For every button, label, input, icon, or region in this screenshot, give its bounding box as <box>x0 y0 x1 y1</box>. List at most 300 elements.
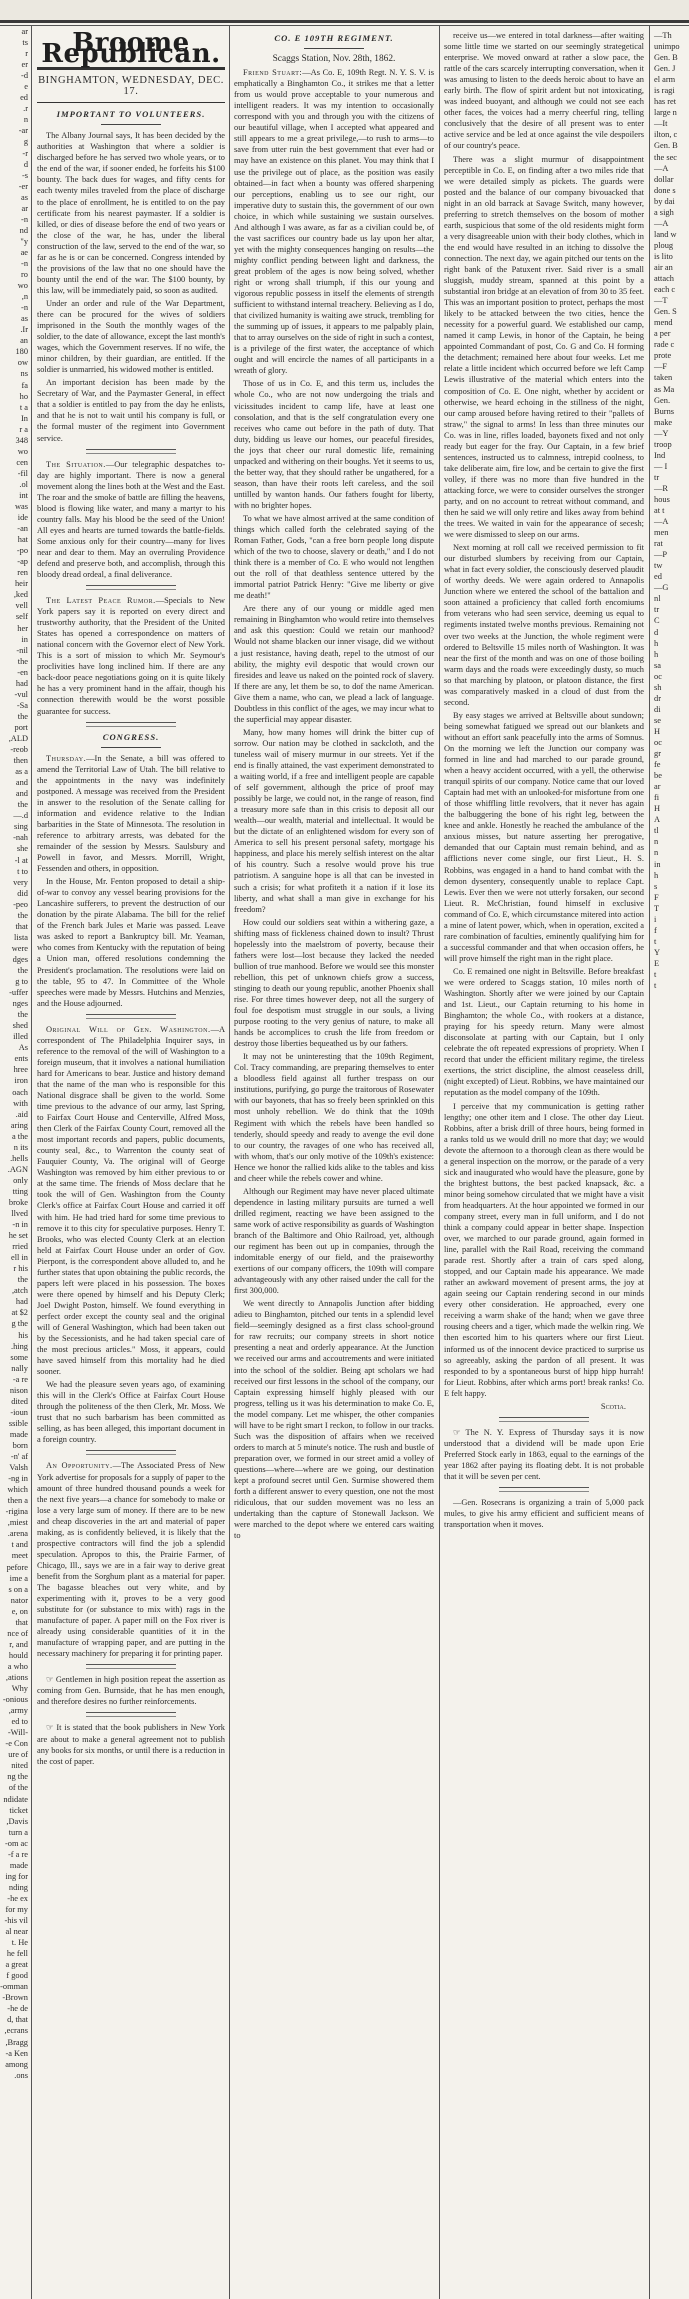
headline-divider <box>101 747 161 748</box>
text-fragment: se <box>654 715 661 725</box>
letter-body <box>234 67 434 1541</box>
text-fragment: uffer- <box>9 988 28 998</box>
text-fragment: —Y <box>654 428 669 438</box>
section-separator <box>499 1487 589 1492</box>
text-fragment: nator <box>10 1595 28 1605</box>
article-paragraph <box>37 876 225 1009</box>
paragraph-text: Under an order and rule of the War Department, there can be procured for the wives of soldiers imprisoned in the South the monthly wages of the soldier, to the date of allowance, except the last month's wages, which the Government reserves. If no wife, the minor children, by their guardian, are entitled. If the soldier is unmarried, his widowed mother is entitled. <box>37 298 225 375</box>
text-fragment: her <box>17 623 28 633</box>
text-fragment: ed to <box>11 1717 28 1727</box>
text-fragment: the sec <box>654 152 678 162</box>
text-fragment: r <box>25 49 28 59</box>
text-fragment: hing. <box>11 1341 28 1351</box>
text-fragment: at t <box>654 506 665 516</box>
text-fragment: dited <box>11 1396 28 1406</box>
text-fragment: pefore <box>6 1562 28 1572</box>
text-fragment: tl <box>654 826 659 836</box>
text-fragment: the <box>17 1010 28 1020</box>
text-fragment: by dai <box>654 196 675 206</box>
text-fragment: om ac- <box>4 1838 28 1848</box>
section-separator <box>86 1450 176 1455</box>
text-fragment: unimpo <box>654 42 680 52</box>
text-fragment: oach <box>12 1087 28 1097</box>
text-fragment: he ex- <box>7 1893 28 1903</box>
text-fragment: h <box>654 870 659 880</box>
text-fragment: as Ma <box>654 384 675 394</box>
text-fragment: the <box>17 965 28 975</box>
text-fragment: ked, <box>13 590 28 600</box>
letter-paragraph <box>234 378 434 511</box>
text-fragment: d <box>23 159 28 169</box>
text-fragment: ow <box>17 358 28 368</box>
text-fragment: hould <box>8 1650 28 1660</box>
text-fragment: t and <box>11 1540 28 1550</box>
text-fragment: ed <box>654 572 662 582</box>
section-separator <box>86 1712 176 1717</box>
article-paragraph <box>37 1722 225 1766</box>
text-fragment: the <box>17 711 28 721</box>
text-fragment: in <box>654 859 661 869</box>
text-fragment: er- <box>18 181 28 191</box>
text-fragment: C <box>654 616 660 626</box>
letter-continuation <box>444 30 644 1399</box>
text-fragment: Bragg, <box>5 2037 28 2047</box>
text-fragment: ations, <box>5 1672 28 1682</box>
text-fragment: army, <box>8 1706 28 1716</box>
article-lead: The Situation. <box>46 459 106 469</box>
text-fragment: ndidate <box>3 1794 28 1804</box>
text-fragment: —T <box>654 296 668 306</box>
text-fragment: rried <box>12 1242 28 1252</box>
text-fragment: n <box>23 115 28 125</box>
letter-signature: Scotia. <box>600 1401 626 1411</box>
letter-paragraph: Next morning at roll call we received permission to fit our disturbed slumbers by receiving from our Captain, what in fact every soldier, the consciously deserved plaudit of worthy deeds. We were again ordered to Annapolis Junction where we entered the school of the battalion and soon attained a proficiency that called forth encomiums from veterans who had seen service, deeming us equal to regiments instated twelve months previous. Remaining not over two weeks at the Junction, the whole regiment were ordered to Beltsville 15 miles north of Washington. It was near the first of the month and was on one of those boiling warm days and the roads were exceedingly dusty, so much so that marching by platoon, or platoon distance, the first was comparatively masked in a cloud of dust from the second. <box>444 543 644 707</box>
text-fragment: nd <box>19 225 28 235</box>
text-fragment: dollar <box>654 174 674 184</box>
text-fragment: for my <box>5 1904 28 1914</box>
paragraph-text: How could our soldiers seat within a withering gaze, a shifting mass of fickleness chained down to insult? Thrust hopelessly into the maelstrom of poverty, because their fathers were lost—lost because they lacked the needed bullion of true manhood. Before we would see this monster rebellion, this pet of unknown chiefs grow a success, stinging to death our young republic, another Phoenix shall rise. For three times however deep, not all the surgery of foul foe despotism must struggle in our souls, a living purpose rooting to the very genius of nature, to make all hands be accomplices to crush the life from freedom or destroy those liberties bequeathed us by our fathers. <box>234 917 434 1049</box>
text-fragment: As <box>18 1043 28 1053</box>
text-fragment: ime a <box>9 1573 28 1583</box>
letter-paragraph: I perceive that my communication is getting rather lengthy; one other item and I close. The other day Lieut. Robbins, after a brisk drill of three hours, being formed in a ranks told us we would drill no more that day; we would devote the afternoon to a thorough clean as there would be a general inspection on the morrow, or the parade of a very sick and inaugurated who would have the pleasure, gone by the brightest buttons, the best packed knapsack, &c. a minor being somehow circulated that we might have a visit from headquarters. At the hour appointed we formed in our company street, every man in full uniform, and I do not think a company could appear in better shape. Inspection over, we marched to our parade ground, again formed in line, parallel with the Rail Road, receiving the command parade rest. Shortly after a train of cars sped along, stopped, and our Captain made his appearance. We made rather an awkward movement of present arms, the joy at again seeing our Captain rendering second in our minds every other consideration. He approached, every one receiving a warm shake of the hand; when we gave three rousing cheers and a tiger, which made the welkin ring. We then escorted him to his quarters where our first Lieut. informed us of the innocent device practiced to surprise us so agreeably, asking the pardon of all present. It was responded to by a spontaneous burst of hipp hipp hurrah! for Lieut. Robbins, after which arms port! break ranks! Co. E felt happy. <box>444 1101 645 1398</box>
section-separator <box>86 1014 176 1019</box>
text-fragment: a who <box>7 1661 28 1671</box>
text-fragment: hous <box>654 494 670 504</box>
text-fragment: -Will- <box>7 1728 28 1738</box>
text-fragment: n- <box>21 303 28 313</box>
text-fragment: was <box>14 502 28 512</box>
text-fragment: ro <box>21 270 28 280</box>
text-fragment: with <box>13 1098 28 1108</box>
text-fragment: Burns <box>654 406 675 416</box>
paragraph-text: In the House, Mr. Fenton proposed to detail a ship-of-war to convoy any vessel bearing provisions for the Lancashire sufferers, to prevent the destruction of our donation by the pirate Alabama. The bill for the relief of the French bark Jules et Marie was passed. Leave was asked to report a Bankruptcy bill. Mr. Yeaman, who comes from Kentucky with the reputation of being a Union man, offered resolutions condemning the President's proclamation. The resolutions were laid on the table, 95 to 47. In Committee of the Whole speeches were made by Messrs. Hutchins and Menzies, and the House adjourned. <box>37 877 225 1008</box>
text-fragment: made <box>9 1860 28 1870</box>
text-fragment: f good <box>6 1971 28 1981</box>
paragraph-text: —Specials to New York papers say it is reported on every direct and trustworthy authority, that the President of the United States has opened a correspondence on matters of national concern with the Governor elect of New York. This is a sort of mission to which Mr. Seymour's proclivities have long inclined him. If there are any back-door peace negotiations going on it is quite likely he has a very prominent hand in the affair, though his connection therewith would be the worst possible guarantee for success. <box>37 596 225 716</box>
text-fragment: po- <box>16 546 28 556</box>
text-fragment: each c <box>654 285 676 295</box>
text-fragment: d- <box>21 71 28 81</box>
article-paragraph <box>37 753 225 875</box>
text-fragment: Gen. S <box>654 307 677 317</box>
dateline: BINGHAMTON, WEDNESDAY, DEC. 17. <box>37 68 225 103</box>
text-fragment: oc <box>654 738 662 747</box>
text-fragment: ho <box>19 391 28 401</box>
text-fragment: t a <box>19 402 28 412</box>
text-fragment: H <box>654 726 661 736</box>
text-fragment: h <box>654 649 659 659</box>
text-fragment: H <box>654 804 661 814</box>
text-fragment: ol. <box>19 479 28 489</box>
text-fragment: a per <box>654 329 671 339</box>
text-fragment: E <box>654 958 660 968</box>
text-fragment: n its <box>13 1142 28 1152</box>
text-fragment: —A <box>654 163 669 173</box>
text-fragment: d <box>654 627 659 637</box>
text-fragment: broke <box>8 1197 28 1207</box>
text-fragment: n- <box>21 258 28 268</box>
article-paragraph <box>37 298 225 375</box>
text-fragment: i <box>654 914 657 924</box>
news-item: —Gen. Rosecrans is organizing a train of 5,000 pack mules, to give his army efficient and sufficient means of transportation when it moves. <box>444 1498 644 1530</box>
text-fragment: Gen. B <box>654 53 678 63</box>
text-fragment: t <box>654 969 657 979</box>
text-fragment: self <box>15 612 28 622</box>
text-fragment: air an <box>654 262 673 272</box>
article-headline: CONGRESS. <box>102 731 160 742</box>
text-fragment: Why <box>11 1684 28 1694</box>
text-fragment: f <box>654 925 657 935</box>
text-fragment: had <box>15 1297 28 1307</box>
text-fragment: his <box>18 1330 28 1340</box>
letter-paragraph <box>234 513 434 601</box>
text-fragment: he set <box>8 1231 28 1241</box>
letter-paragraph: Co. E remained one night in Beltsville. Before breakfast we were ordered to Scaggs station, 10 miles north of Washington. Shortly after we were joined by our Captain and 1st. Lieut., our Captain returning to his home in Binghamton; the whole Co., with rookers at a distance, praying for his speedy return. Many were almost disconsolate at parting with our Captain, but I only celebrate the oft repeated expressions of propriety. When I record that under the efficient military regime, the tireless exertions, the strict discipline, the almost ceaseless drill, (night excepted) of Lieut. Robbins, we have maintained our reputation as the model company of the 109th. <box>444 966 645 1098</box>
text-fragment: and <box>15 789 28 799</box>
letter-paragraph <box>234 1186 434 1296</box>
text-fragment: nl <box>654 594 661 604</box>
text-fragment: aid. <box>15 1109 28 1119</box>
text-fragment: dr <box>654 693 661 703</box>
text-fragment: Brown- <box>2 1993 28 2003</box>
text-fragment: el arm <box>654 75 676 85</box>
text-fragment: made <box>9 1429 28 1439</box>
text-fragment: In <box>21 413 28 423</box>
text-fragment: —R <box>654 483 668 493</box>
section-separator <box>499 1417 589 1422</box>
paragraph-text: —As Co. E, 109th Regt. N. Y. S. V. is emphatically a Binghamton Co., it strikes me that a letter from us would prove acceptable to your numerous and intelligent readers. It was my intention to occasionally correspond with you and through you with the citizens of our beautiful village, when I accepted what appeared and still appears to me a great privilege,—to rush to arms—to save from utter ruin the best government that ever had or may have an existence on this planet. You may think that I use the privilege out of place, as the position was easily obtained—in fact when a bounty was offered sharpening our perceptions, enabling us to see our right, our imperative duty to sustain this, the government of our own choice, in which while sustaining we sustain ourselves. And although I was aware, as far as a civilian could be, of the vast sacrifices our country bade us lay upon her altar, yet with the mighty consequences hanging on results—the mighty conflict pending between light and darkness, the great problem of the ages is now being solved, whether right or wrong shall triumph, if this our young and vigorous republic possess in itself the elements of strength sufficient to withstand internal treachery. Believing as I do, that civilized humanity is waiting awe struck, trembling for the summing up of issues, it appears to me palpably plain, that to array ourselves on the side of right in such a contest, is a privilege of the first water, the acceptance of which ought and will encircle the names of all participants in a wreath of glory. <box>234 68 434 376</box>
text-fragment: 180 <box>15 347 28 357</box>
text-fragment: an <box>20 336 28 346</box>
text-fragment: ploug <box>654 240 674 250</box>
article-headline: CO. E 109TH REGIMENT. <box>274 33 394 43</box>
text-fragment: nil- <box>16 645 28 655</box>
text-fragment: ts <box>22 38 28 48</box>
paragraph-text: —The Associated Press of New York advertise for proposals for a supply of paper to the amount of three hundred thousand pounds a week for the next five years—a chance for somebody to make or lose a very large sum of money. If there are to be new and cheap discoveries in the art and material of paper making, as is confidently believed, it is likely that the prospective contractors will find the job a splendid speculation. Apropos to this, the Prairie Farmer, of Chicago, Ill., says we are in a fair way to derive great benefit from the Sorghum plant as a material for paper. The bagasse bleaches out very white, and by experimenting with it, proves to be a very good substitute for (or substance to mix with) rags in the manufacture of paper. A paper mill on the Fox river is already using considerable quantities of it in the manufacture of wrapping paper, and are putting in the necessary machinery for preparing it for printing paper. <box>37 1461 226 1659</box>
text-fragment: a Ken- <box>5 2048 28 2058</box>
text-fragment: ilton, c <box>654 130 678 140</box>
text-fragment: port <box>14 722 28 732</box>
text-fragment: tw <box>654 561 663 571</box>
text-fragment: has ret <box>654 97 677 107</box>
text-fragment: the <box>17 1275 28 1285</box>
text-fragment: ar- <box>18 126 28 136</box>
text-fragment: t <box>654 981 657 991</box>
letter-paragraph <box>234 917 434 1050</box>
text-fragment: ng the <box>7 1772 28 1782</box>
text-fragment: d.— <box>13 811 28 821</box>
text-fragment: ALD, <box>8 734 28 743</box>
text-fragment: fe <box>654 760 661 770</box>
letter-paragraph <box>234 67 434 376</box>
text-fragment: h <box>654 638 659 648</box>
column-2 <box>231 26 437 2299</box>
text-fragment: heir <box>14 579 28 589</box>
text-fragment: onious- <box>2 1695 28 1705</box>
text-fragment: llved <box>11 1209 28 1219</box>
text-fragment: Ind <box>654 450 666 460</box>
text-fragment: r. <box>23 104 28 114</box>
text-fragment: attach <box>654 274 674 284</box>
text-fragment: a re- <box>12 1374 28 1384</box>
text-fragment: shed <box>12 1021 28 1031</box>
text-fragment: ng in- <box>8 1474 28 1484</box>
text-fragment: turn a <box>8 1827 28 1837</box>
text-fragment: taken <box>654 373 673 383</box>
text-fragment: sa <box>654 660 661 670</box>
text-fragment: T <box>654 903 660 913</box>
text-fragment: ing for <box>5 1871 28 1881</box>
text-fragment: a sigh <box>654 207 674 217</box>
text-fragment: r a <box>19 424 28 434</box>
text-fragment: en- <box>17 667 28 677</box>
article-lead: The Latest Peace Rumor. <box>46 596 156 606</box>
text-fragment: ecrans, <box>4 2026 28 2036</box>
text-fragment: Ir. <box>20 325 28 335</box>
paragraph-text: Those of us in Co. E, and this term us, includes the whole Co., who are not now undergoing the trials and vicissitudes incident to camp life, have at least one consolation, and that is the self congratulation every one receives who came out before in the path of duty. That duty, bidding us leave our homes, our peaceful firesides, the joys that cheer our rural domestic life, remaining unpacked and withering on their boughs. Yet it seems to us, the better way, that they should rather be ungathered, for a season, than have their roots left careless, and the soil untilled by wanton hands. Our fathers fought for liberty, with no brighter hopes. <box>234 379 434 510</box>
text-fragment: land w <box>654 229 677 239</box>
text-fragment: f a re- <box>8 1849 28 1859</box>
text-fragment: n- <box>21 214 28 224</box>
text-fragment: meet <box>11 1551 28 1561</box>
paragraph-text: We had the pleasure seven years ago, of examining this will in the Clerk's Office at Fairfax Court House through the politeness of the then Clerk, Mr. Moss. We trust that no such barbarism has been committed as selling, as has been alleged, this important document in a foreign country. <box>37 1380 225 1445</box>
text-fragment: n' af- <box>10 1452 28 1462</box>
text-fragment: ed <box>20 93 28 103</box>
text-fragment: sh <box>654 682 662 692</box>
text-fragment: then <box>13 756 28 766</box>
text-fragment: fil- <box>17 468 28 478</box>
text-fragment: hat <box>17 535 28 545</box>
text-fragment: Sa- <box>16 700 28 710</box>
text-fragment: Gen. J <box>654 64 676 74</box>
text-fragment: which <box>7 1485 28 1495</box>
text-fragment: reob- <box>10 745 28 755</box>
masthead-title: Broome Republican. <box>41 28 221 70</box>
paragraph-text: An important decision has been made by the Secretary of War, and the Paymaster General, in effect that a soldier is entitled to pay from the day he enlists, and that he is not to wait until his company is full, or the formal muster of the regiment into Government service. <box>37 378 225 443</box>
text-fragment: ap- <box>17 557 28 567</box>
text-fragment: at $2 <box>11 1308 28 1318</box>
paragraph-text: We went directly to Annapolis Junction after bidding adieu to Binghamton, pitched our tents in a splendid level field—seemingly designed as a first class school-ground for raw recruits; our company streets in short notice presenting a neat and orderly appearance. At the Junction we received our arms and accoutrements and were initiated into the school of the soldier. Being apt scholars we had received our first lessons in the school of the company, our Captain expressing himself highly pleased with our progress, telling us it was his determination to make Co. E, the model company. Let me whisper, the other companies will have to be right smart I reckon, to follow in our tracks. Such was the disposition of affairs when we received orders to march at 5 minute's notice. The rush and bustle of preparation over, we formed in our street amid a volley of questions—where—where are we going, our destination kept a profound secret until Gen. Surmise showered them forth a different answer to every question, one not the most ridiculous, that our sudden movement was no less an undertaking than the capture of Stonewall Jackson. We were marched to the depot where we entered cars waiting to <box>234 1299 434 1541</box>
section-separator <box>86 722 176 727</box>
text-fragment: t. He <box>11 1938 28 1948</box>
text-fragment: —A <box>654 517 669 527</box>
text-fragment: AGN. <box>7 1164 28 1174</box>
text-fragment: dges <box>12 954 28 964</box>
text-fragment: tr <box>654 605 660 615</box>
text-fragment: e Con- <box>5 1739 28 1749</box>
text-fragment: very <box>13 877 28 887</box>
text-fragment: n in- <box>12 1220 28 1230</box>
section-separator <box>86 585 176 590</box>
text-fragment: Gen. <box>654 395 671 405</box>
text-fragment: the <box>17 800 28 810</box>
column-rule <box>31 26 32 2299</box>
left-partial-column <box>0 26 30 2299</box>
text-fragment: r- <box>22 148 28 158</box>
text-fragment: Davis, <box>6 1816 28 1826</box>
text-fragment: is ragi <box>654 86 675 96</box>
paragraph-text: It may not be uninteresting that the 109th Regiment, Col. Tracy commanding, are preparing themselves to enter a bloodless field against all further trespass on our institutions, purifying, go purge the traitorous of Rosewater with our bayonets, that has so freely been sprinkled on this most unholy rebellion. We do think that the 109th Regiment with which the rebels have been handled so tenderly, should speedy and ready to avenge the evil done to our country, the ravages of one who has received all, with whom, that's our only motive of the 109th's existence: Hence we honor the rallied kids alike to the tables and kiss and cheer while the rebels cower and whine. <box>234 1052 434 1183</box>
text-fragment: a the <box>11 1131 28 1141</box>
text-fragment: as <box>21 314 28 324</box>
text-fragment: nding <box>8 1882 28 1892</box>
article-lead: An Opportunity. <box>46 1461 113 1471</box>
article-headline: IMPORTANT TO VOLUNTEERS. <box>56 109 206 120</box>
text-fragment: — I <box>654 461 668 471</box>
text-fragment: int <box>19 490 28 500</box>
text-fragment: she <box>16 844 28 854</box>
text-fragment: is lito <box>654 251 673 261</box>
text-fragment: aring <box>10 1120 28 1130</box>
headline-divider <box>101 124 161 125</box>
text-fragment: his vil- <box>4 1916 28 1926</box>
text-fragment: 348 <box>15 435 28 445</box>
text-fragment: wo <box>17 281 28 291</box>
text-fragment: ell in <box>11 1253 28 1263</box>
text-fragment: an- <box>17 524 28 534</box>
text-fragment: born <box>12 1441 28 1450</box>
column-rule <box>649 26 650 2299</box>
article-paragraph <box>37 1379 225 1445</box>
text-fragment: were <box>11 943 28 953</box>
text-fragment: s on a <box>8 1584 28 1594</box>
text-fragment: that <box>15 1617 28 1627</box>
paragraph-text: —A correspondent of The Philadelphia Inquirer says, in reference to the removal of the will of Washington to a foreign museum, that it involves a national humiliation hard for Americans to bear. Justice and history demand that the name of the man who is responsible for this National disgrace shall be given to the world. Some time previous to the advance of our army, last Spring, to Fairfax Court House and Centerville, Alfred Moss, then Clerk of the Fairfax County Court, removed all the most important records and papers, public documents, county seal, &c., to Warrenton the county seat of Fauquier County, Va. The original will of George Washington was removed by him either previous to or at the same time. The friends of Moss declare that he took the will of Gen. Washington from the County Clerk's office at Fairfax Court House and carried it off with him. He had tried hard for some time previous to remove it to this city for speculative purposes. Henry T. Brooks, who was elected County Clerk at an election held at Fairfax Court House under an order of Gov. Pierpont, is the correspondent above alluded to, and he further states that upon obtaining the public records, the papers left were placed in his possession. The boxes were there opened by himself and his Deputy Clerk; Joel Dwight Poston, himself. We found everything in perfect order except the county seal and the original will of General Washington, which had been taken out by the Secessionists, and he had taken special care of the most precious articles." Moss, it appears, could have saved himself from this mortality had he died sooner. <box>37 1024 225 1377</box>
text-fragment: rade c <box>654 340 675 350</box>
text-fragment: n, <box>21 292 28 302</box>
text-fragment: r his <box>13 1264 28 1274</box>
text-fragment: rat <box>654 539 663 549</box>
text-fragment: A <box>654 815 661 825</box>
text-fragment: t to <box>17 866 28 876</box>
text-fragment: in <box>21 634 28 644</box>
text-fragment: the <box>17 910 28 920</box>
text-fragment: n <box>654 848 659 858</box>
article-paragraph <box>37 377 225 443</box>
headline-divider <box>304 48 364 49</box>
text-fragment: Gen. B <box>654 141 678 151</box>
text-fragment: hree <box>13 1065 28 1075</box>
text-fragment: tting <box>12 1186 28 1196</box>
text-fragment: miest, <box>7 1518 28 1528</box>
top-heavy-rule <box>0 20 689 23</box>
text-fragment: nison <box>9 1385 28 1395</box>
column-rule <box>439 26 440 2299</box>
text-fragment: er <box>21 60 28 70</box>
text-fragment: men <box>654 528 669 538</box>
text-fragment: ar <box>654 782 661 792</box>
text-fragment: ure of <box>8 1750 28 1760</box>
text-fragment: rigina- <box>5 1507 28 1517</box>
column-1-articles <box>37 109 225 1766</box>
text-fragment: y" <box>20 236 28 246</box>
text-fragment: only <box>13 1175 28 1185</box>
article-paragraph <box>37 1024 225 1378</box>
text-fragment: mend <box>654 318 673 328</box>
top-margin-band <box>0 0 689 22</box>
news-item: ☞ The N. Y. Express of Thursday says it is now understood that a dividend will be made upon Erie Preferred Stock early in 1863, equal to the earnings of the year 1862 after paying its floating debt. It is not probable that it will be seven per cent. <box>444 1427 644 1481</box>
text-fragment: among <box>5 2059 28 2069</box>
letter-paragraph <box>234 727 434 915</box>
text-fragment: e <box>24 82 28 92</box>
text-fragment: oc <box>654 671 662 681</box>
text-fragment: ons. <box>14 2070 28 2080</box>
text-fragment: ar <box>21 27 28 36</box>
paragraph-text: Many, how many homes will drink the bitter cup of sorrow. Our nation may be clothed in sackcloth, and the tuneless wail of misery murmur in our streets. Yet if the end is finally attained, the vast experiment demonstrated to a waiting world, if a free and intelligent people are capable of self government, although the price of proof may possibly be large, we could not, in the range of reason, find a treasury more safe than in this crisis to deposit all our wealth—our wealth, material and intellectual. It would be but the dictate of an enlightened wisdom for every son of America to sell his present personal safety, mortgage his happiness, and place his merely selfish interest on the altar of his country. Such a resolve would prove his true patriotism. A sanguine hope is all that can be invested in such a crisis; for what profiteth it a nation if it lose its liberty, and what shall a man give in exchange for his freedom? <box>234 727 434 914</box>
text-fragment: large n <box>654 108 677 118</box>
text-fragment: had <box>15 678 28 688</box>
text-fragment: ae <box>20 247 28 257</box>
paragraph-text: —In the Senate, a bill was offered to amend the Territorial Law of Utah. The bill relative to the appointments in the navy was indefinitely postponed. A message was received from the President in answer to the resolution of the Senate calling for information and evidence relative to the Indian barbarities in the State of Minnesota. The resolution in reference to arbitrary arrests, was debated for the remainder of the session by Messrs. Saulsbury and Powell in favor, and Messrs. Morrill, Wright, Fessenden and others, in opposition. <box>37 753 225 874</box>
text-fragment: d, that <box>7 2015 28 2025</box>
column-rule <box>229 26 230 2299</box>
text-fragment: nally <box>11 1363 28 1373</box>
text-fragment: di <box>654 704 661 714</box>
text-fragment: arena. <box>7 1529 28 1539</box>
text-fragment: s- <box>21 170 28 180</box>
text-fragment: n <box>654 837 659 847</box>
text-fragment: s <box>654 881 658 891</box>
text-fragment: —P <box>654 550 668 560</box>
column-3 <box>441 26 647 2299</box>
text-fragment: as <box>21 192 28 202</box>
text-fragment: ioun- <box>10 1407 28 1417</box>
text-fragment: e, on <box>11 1606 28 1616</box>
letter-paragraph: By easy stages we arrived at Beltsville about sundown; being somewhat fatigued we spread out our blankets and without an effort sank peacefully into the arms of Somnus. On the morning we left the Junction our company was formed in line and had marched to our parade ground, when a heavy accident occurred, with a yell, the otherwise tranquil spirits of our company. Notice came that our loved Captain had met with an unlooked-for misfortune from one of those whiffling little revolvers, that it never has again the balbuggering the bone of his right leg, between the knee and ankle. Honestly he reached the ambulance of the anxious misses, but nature asserting her prerogative, demanded that our Captain must remain behind, and as afflictions never come single, our first Lieut., H. S. Robbins, was engaged in a hand to hand combat with the demon dysentery, consequently unable to replace Capt. Lewis. Ever then we were not utterly forsaken, our second Lieut. R. McChristian, found himself in exclusive command of Co. E, which circumstance mitered into action a mine of latent power, which, when in operation, excited a rare combination of faculties, eminently qualifying him for a successful commander and that when occasion offers, he will prove himself the right man in the right place. <box>444 710 644 963</box>
article-paragraph <box>37 1674 225 1707</box>
text-fragment: illed <box>13 1032 28 1042</box>
text-fragment: peo- <box>13 899 28 909</box>
text-fragment: that <box>15 921 28 931</box>
letter-paragraph <box>234 603 434 725</box>
text-fragment: —G <box>654 583 669 593</box>
text-fragment: —A <box>654 218 669 228</box>
text-fragment: ide <box>17 513 28 523</box>
text-fragment: g <box>23 137 28 147</box>
text-fragment: r, and <box>9 1639 28 1649</box>
text-fragment: wo <box>17 446 28 456</box>
text-fragment: ticket <box>9 1805 28 1815</box>
article-paragraph <box>37 595 225 717</box>
text-fragment: iron <box>14 1076 28 1086</box>
paragraph-text: The Albany Journal says, It has been decided by the authorities at Washington that where a soldier is discharged before he has served two whole years, or to the end of the war, if sooner ended, he forfeits his $100 bounty. The back dues for wages, and fifty cents for each twenty miles traveled from the place of discharge to the place of enrollment, he is entitled to on the pay certificate from his nearest paymaster. If a soldier is killed, or dies of disease before the end of two years or the close of the war, he has, under the liberal construction of the law, served to the end of the war, so far as he is or can be concerned. Congress intended by the provisions of the law that no one should have the bounty until the end of the war. The $100 bounty, by this law, will be immediately paid, so soon as audited. <box>37 131 225 295</box>
text-fragment: l at- <box>14 855 28 865</box>
text-fragment: fi <box>654 793 660 803</box>
text-fragment: vul- <box>14 689 28 699</box>
text-fragment: he de- <box>7 2004 28 2014</box>
text-fragment: be <box>654 771 662 781</box>
letter-salutation: Friend Stuart: <box>243 68 303 78</box>
